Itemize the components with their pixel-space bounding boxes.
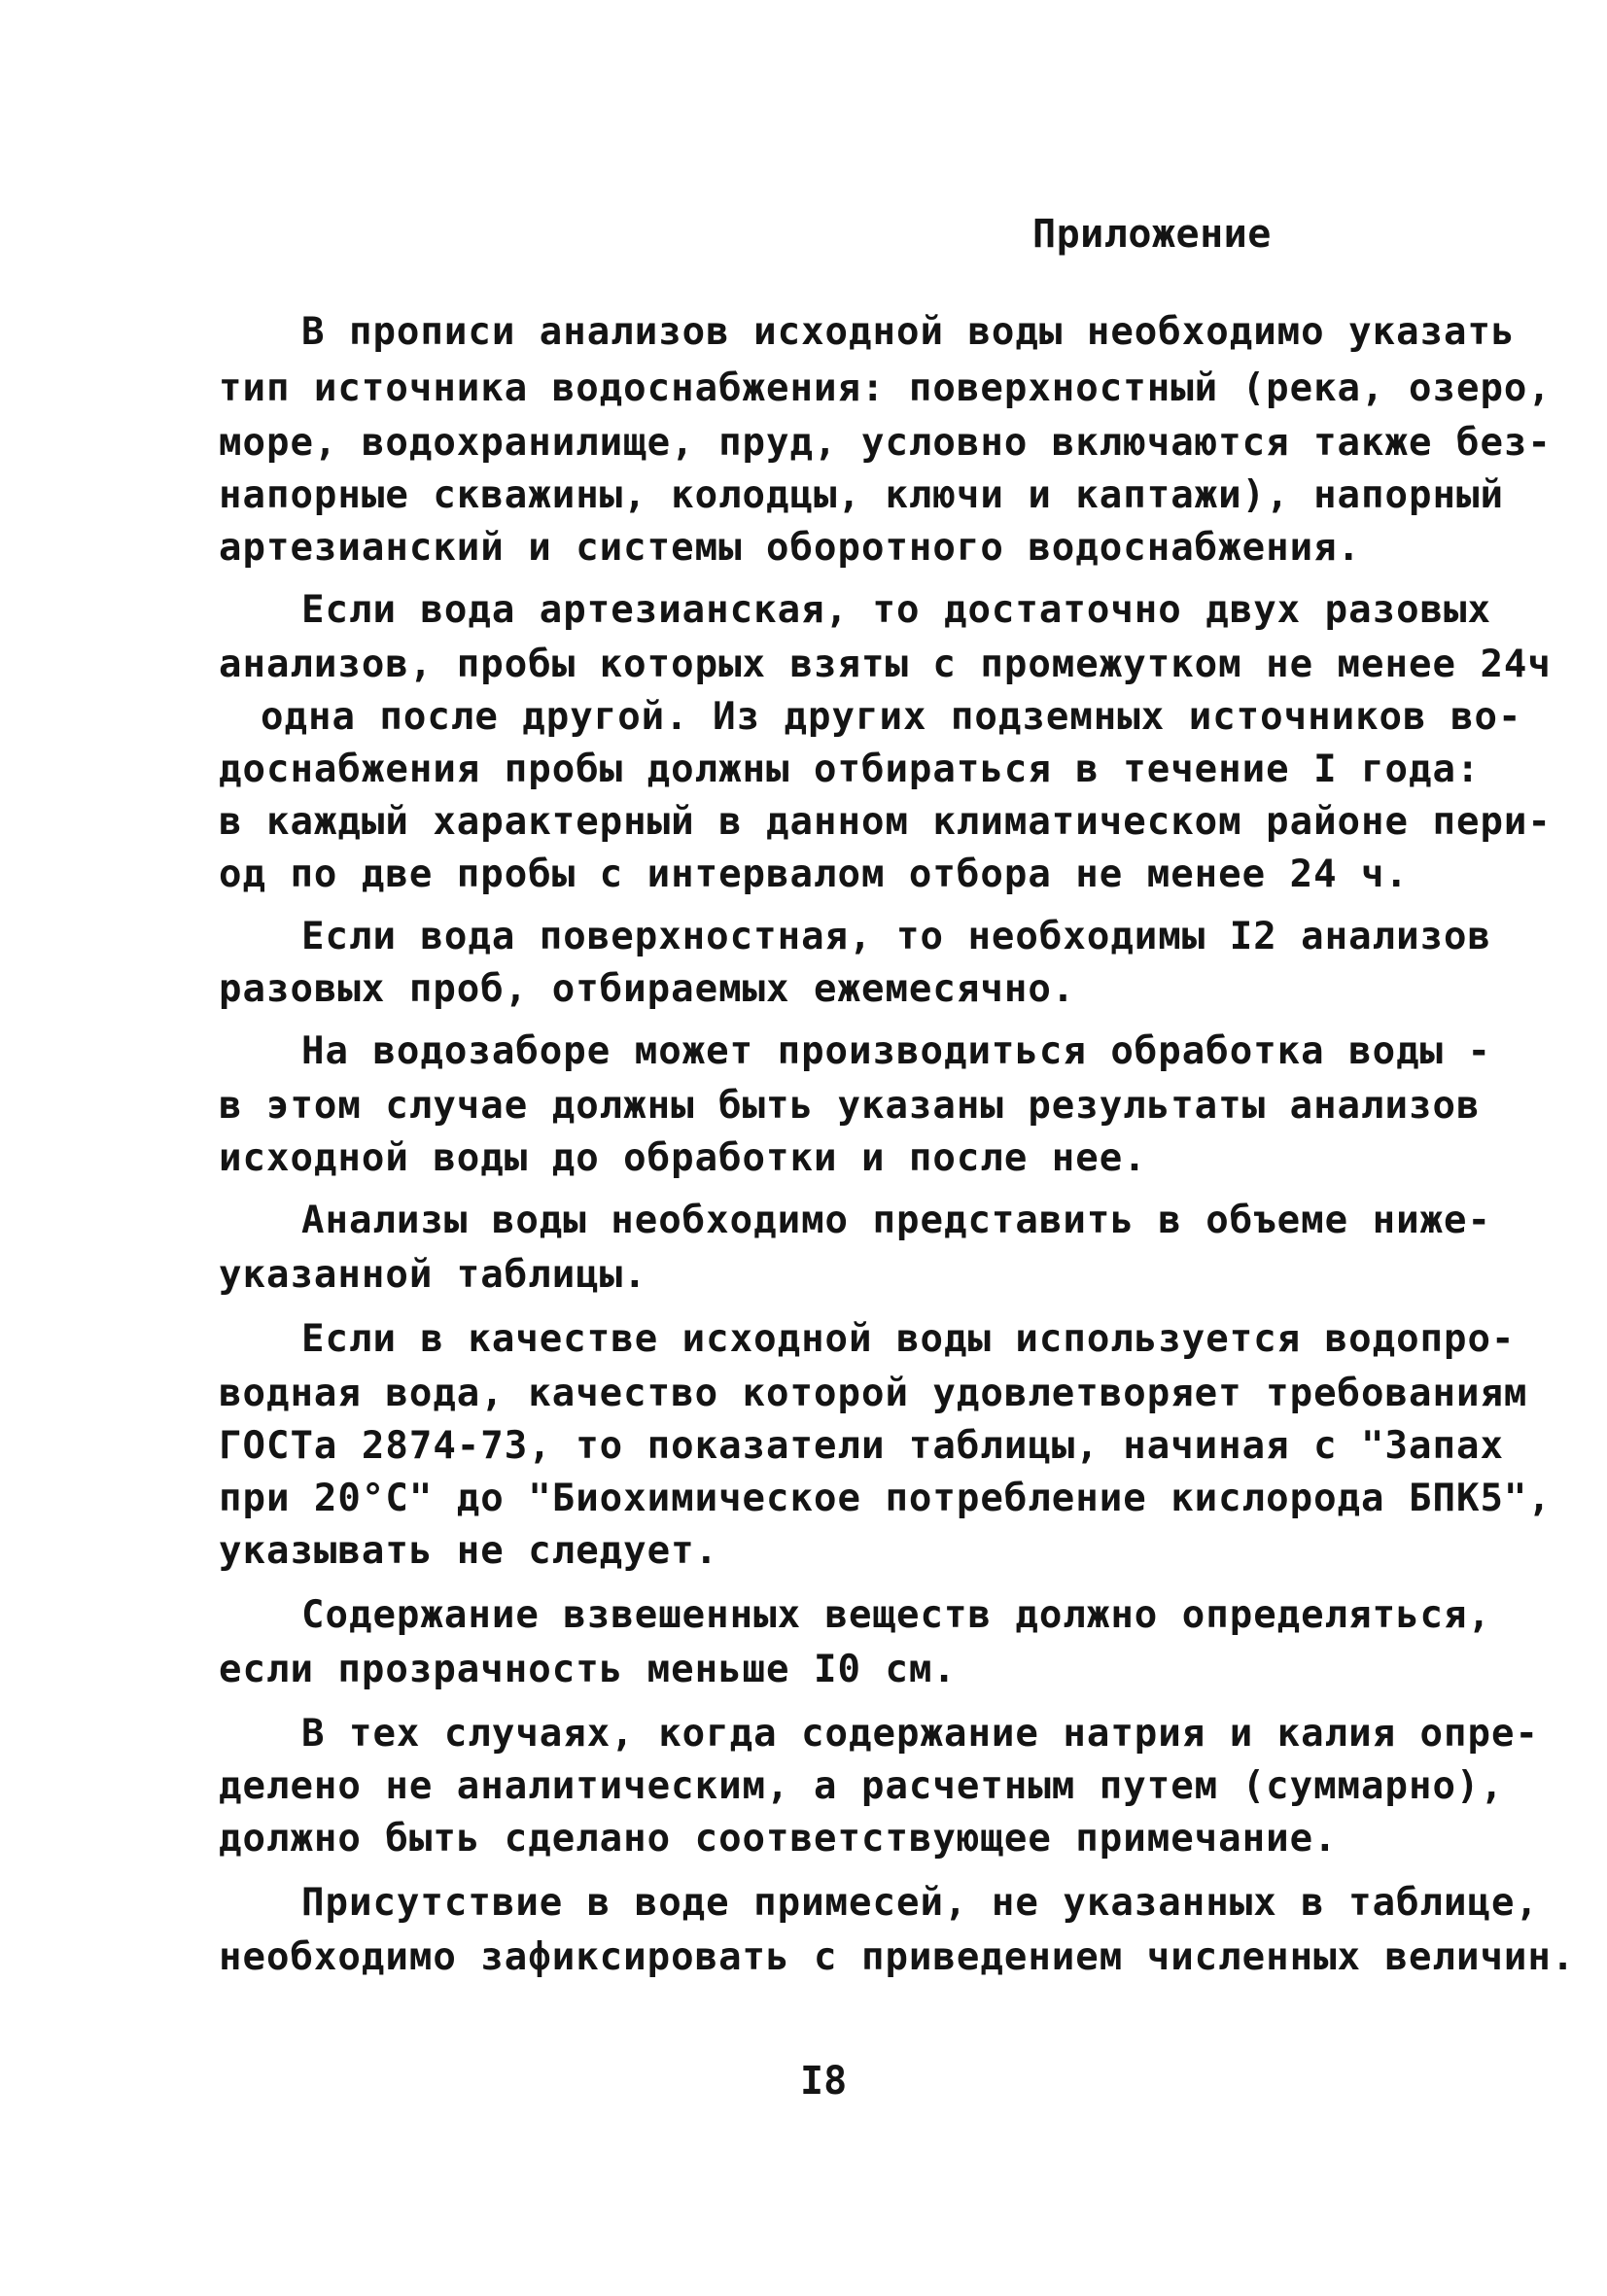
text-line: На водозаборе может производиться обработка воды - [301,1029,1491,1073]
text-line: Присутствие в воде примесей, не указанных в таблице, [301,1881,1539,1925]
text-line: при 20°С" до "Биохимическое потребление кислорода БПК5", [219,1477,1552,1520]
appendix-heading: Приложение [1032,212,1272,257]
text-line: Анализы воды необходимо представить в объеме ниже- [301,1199,1491,1242]
text-line: море, водохранилище, пруд, условно включаются также без- [219,421,1552,465]
text-line: Если в качестве исходной воды используется водопро- [301,1317,1516,1361]
text-line: В прописи анализов исходной воды необходимо указать [301,310,1516,354]
text-line: разовых проб, отбираемых ежемесячно. [219,967,1076,1011]
text-line: Содержание взвешенных веществ должно определяться, [301,1593,1491,1637]
text-line: напорные скважины, колодцы, ключи и каптажи), напорный [219,473,1504,517]
text-line: исходной воды до обработки и после нее. [219,1136,1147,1180]
text-line: водная вода, качество которой удовлетворяет требованиям [219,1372,1528,1415]
text-line: артезианский и системы оборотного водоснабжения. [219,526,1362,570]
text-line: необходимо зафиксировать с приведением численных величин. [219,1935,1576,1979]
text-line: Если вода поверхностная, то необходимы I2 анализов [301,915,1491,958]
text-line: в этом случае должны быть указаны результаты анализов [219,1084,1481,1128]
text-line: анализов, пробы которых взяты с промежутком не менее 24ч [219,643,1552,686]
text-line: Если вода артезианская, то достаточно двух разовых [301,588,1491,632]
text-line: од по две пробы с интервалом отбора не менее 24 ч. [219,852,1409,896]
text-line: в каждый характерный в данном климатическом районе пери- [219,800,1552,844]
text-line: тип источника водоснабжения: поверхностный (река, озеро, [219,366,1552,410]
text-line: указанной таблицы. [219,1253,647,1297]
text-line: указывать не следует. [219,1529,719,1573]
text-line: одна после другой. Из других подземных источников во- [261,695,1522,739]
text-line: если прозрачность меньше I0 см. [219,1648,957,1691]
text-line: делено не аналитическим, а расчетным путем (суммарно), [219,1764,1504,1808]
text-line: доснабжения пробы должны отбираться в течение I года: [219,748,1481,791]
text-line: ГОСТа 2874-73, то показатели таблицы, начиная с "Запах [219,1424,1504,1468]
page-number: I8 [800,2059,848,2104]
text-line: В тех случаях, когда содержание натрия и калия опре- [301,1712,1539,1756]
text-line: должно быть сделано соответствующее примечание. [219,1817,1338,1861]
